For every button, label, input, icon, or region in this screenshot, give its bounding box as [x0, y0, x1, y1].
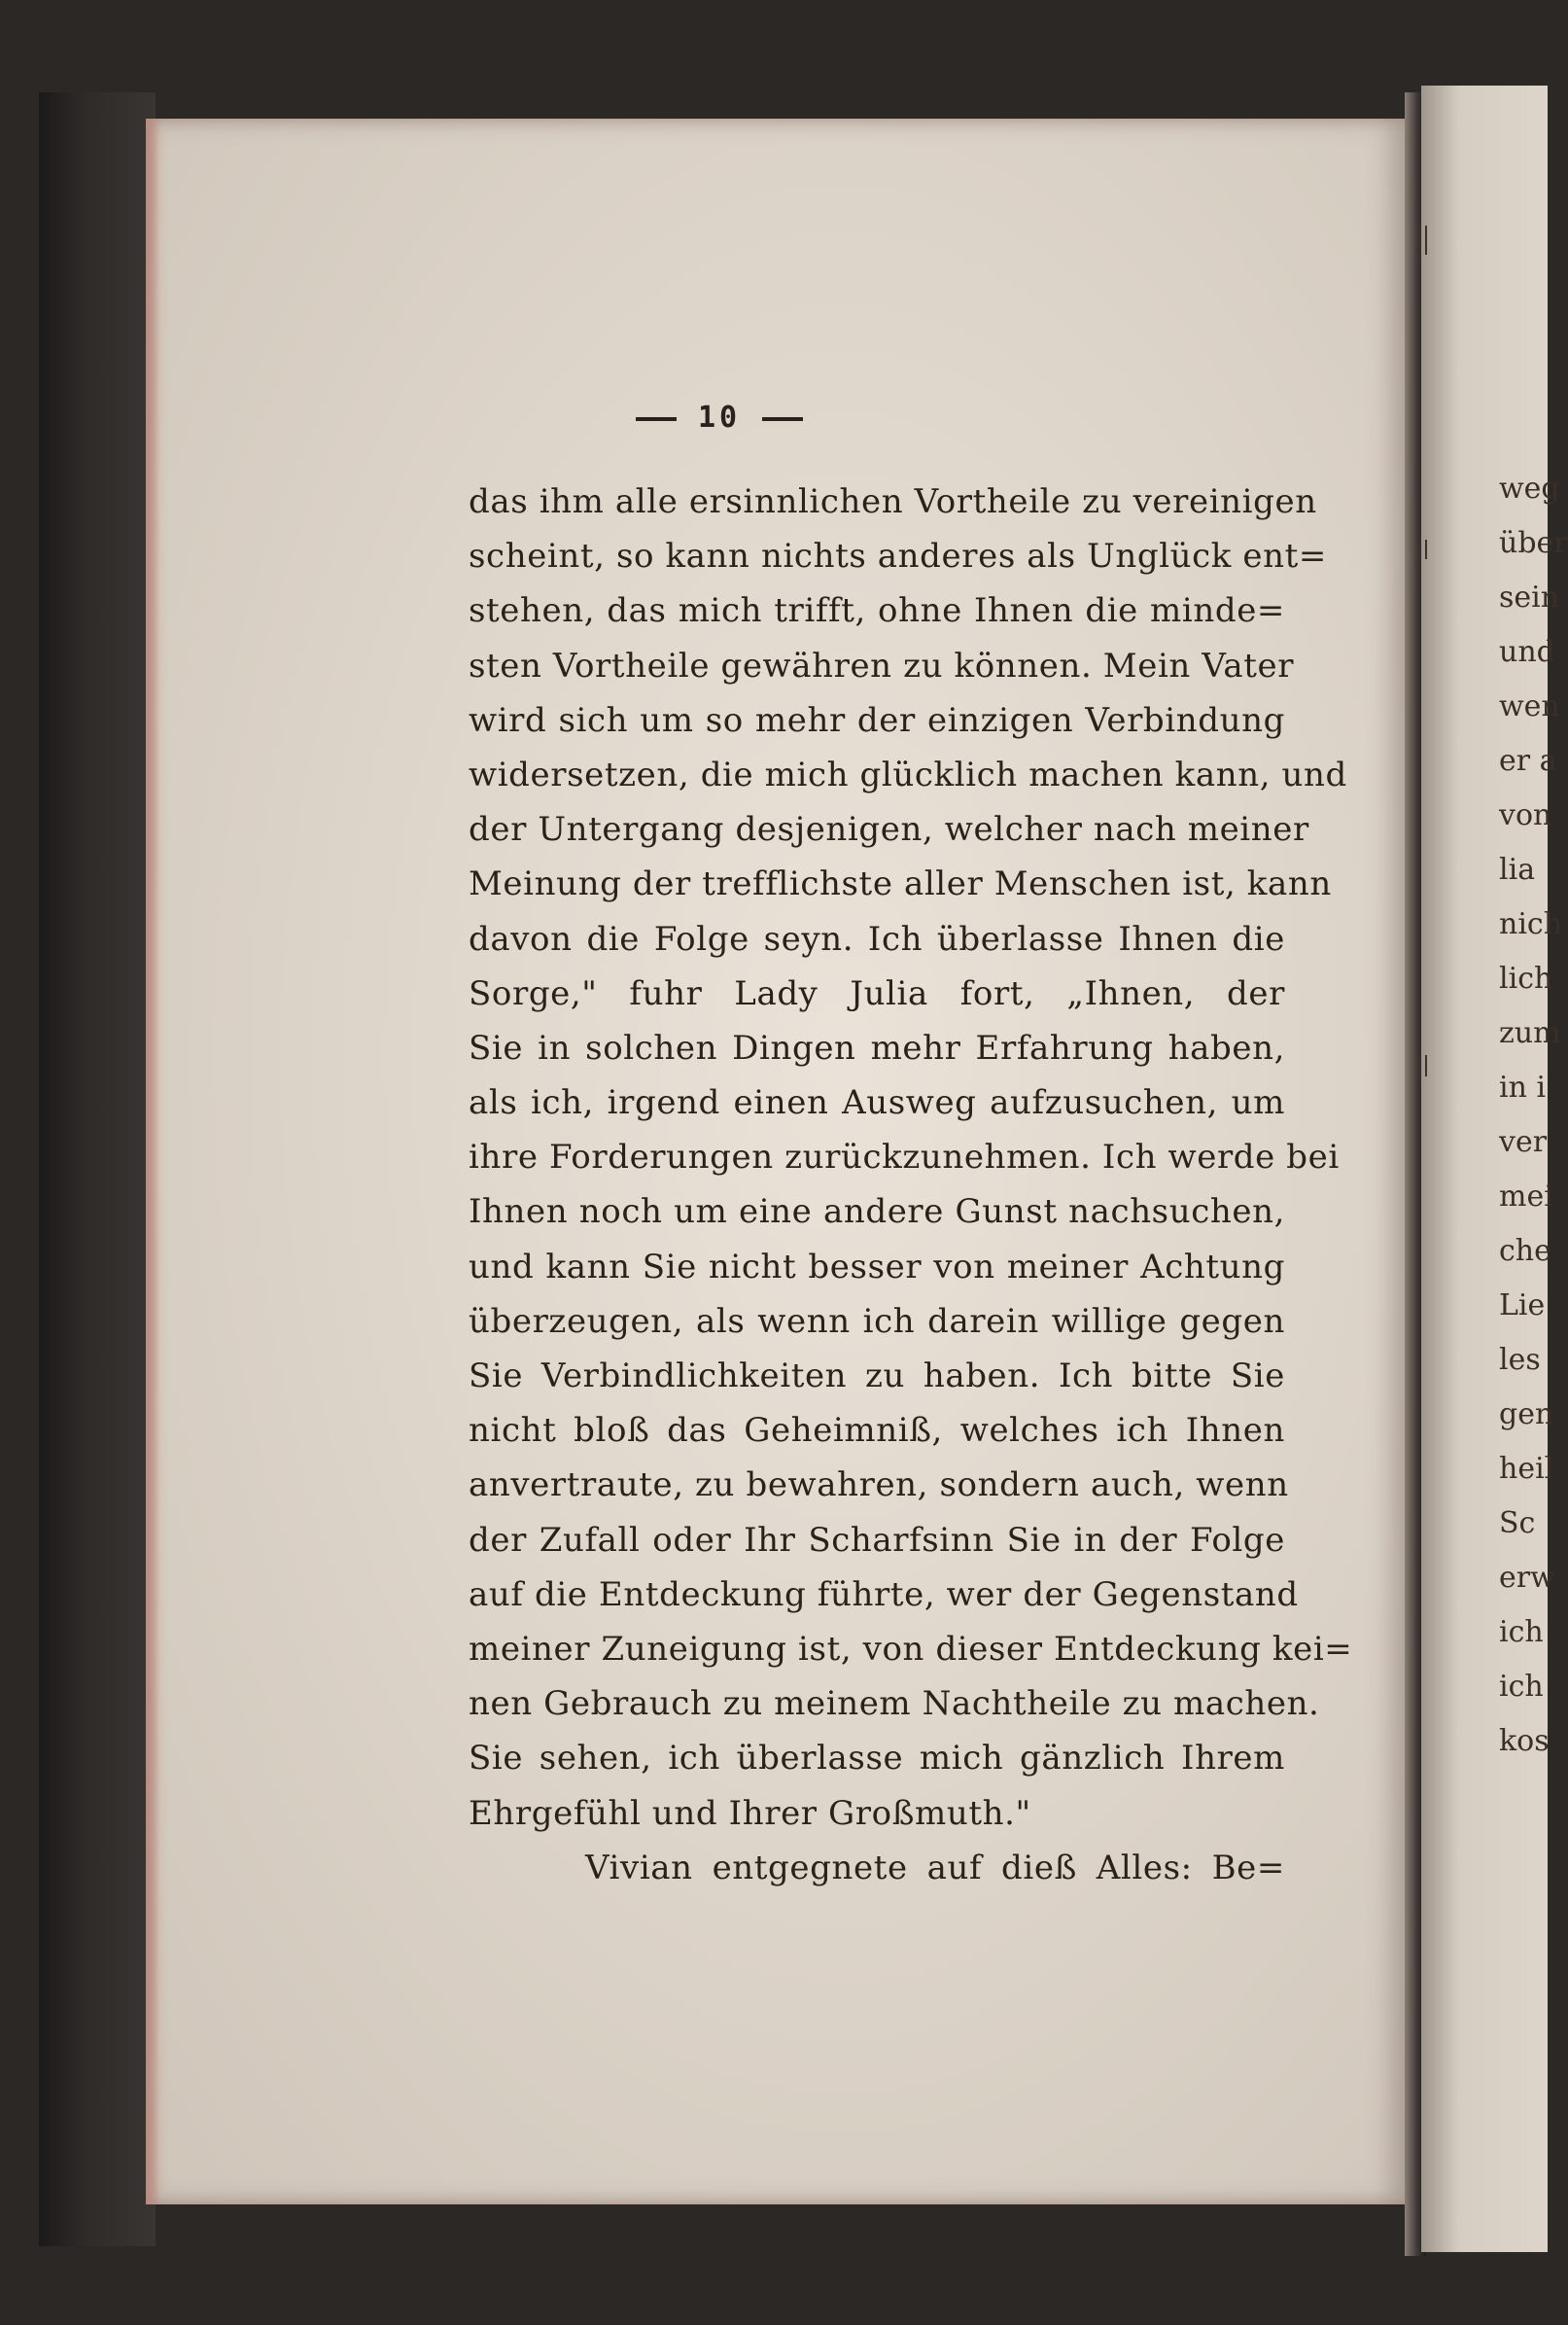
text-line: ihre Forderungen zurückzunehmen. Ich werde bei	[469, 1138, 1340, 1178]
text-line: Ihnen noch um eine andere Gunst nachsuchen,	[469, 1192, 1285, 1232]
facing-fragment: erw	[1499, 1561, 1555, 1595]
page-number: 10	[697, 401, 742, 435]
page-edge-mark	[1425, 540, 1427, 559]
facing-fragment: Sc	[1499, 1506, 1536, 1540]
page-body-text	[469, 475, 1353, 1895]
facing-fragment: nich	[1499, 907, 1563, 941]
text-line: Sie sehen, ich überlasse mich gänzlich Ihrem	[469, 1739, 1285, 1779]
text-line: der Untergang desjenigen, welcher nach meiner	[469, 810, 1309, 850]
text-line: und kann Sie nicht besser von meiner Achtung	[469, 1247, 1285, 1286]
text-line: Sorge," fuhr Lady Julia fort, „Ihnen, der	[469, 973, 1285, 1013]
text-line: Sie Verbindlichkeiten zu haben. Ich bitte Sie	[469, 1356, 1285, 1395]
facing-fragment: weg	[1499, 472, 1560, 506]
facing-fragment: che	[1499, 1234, 1551, 1268]
facing-fragment: er a	[1499, 744, 1557, 778]
text-line: sten Vortheile gewähren zu können. Mein Vater	[469, 646, 1295, 686]
text-line: Sie in solchen Dingen mehr Erfahrung haben,	[469, 1028, 1285, 1068]
text-line: als ich, irgend einen Ausweg aufzusuchen, um	[469, 1083, 1285, 1123]
facing-fragment: kos	[1499, 1724, 1550, 1758]
text-line: auf die Entdeckung führte, wer der Gegenstand	[469, 1574, 1299, 1614]
facing-fragment: les	[1499, 1343, 1541, 1377]
text-line: stehen, das mich trifft, ohne Ihnen die minde=	[469, 591, 1285, 631]
text-line: Ehrgefühl und Ihrer Großmuth."	[469, 1793, 1031, 1833]
facing-fragment: heil	[1499, 1452, 1554, 1486]
text-line: das ihm alle ersinnlichen Vortheile zu vereinigen	[469, 482, 1317, 521]
text-line: Meinung der trefflichste aller Menschen ist, kann	[469, 864, 1332, 904]
facing-page	[1421, 86, 1568, 2252]
facing-fragment: mei	[1499, 1180, 1553, 1214]
facing-fragment: über	[1499, 526, 1568, 560]
header-dash-right	[762, 417, 803, 421]
page-header	[0, 401, 1439, 435]
facing-fragment: ich	[1499, 1670, 1544, 1704]
text-line: scheint, so kann nichts anderes als Unglück ent=	[469, 537, 1327, 577]
facing-fragment: und	[1499, 635, 1555, 669]
facing-fragment: von	[1499, 798, 1552, 832]
text-line: widersetzen, die mich glücklich machen kann, und	[469, 755, 1347, 794]
text-line: nen Gebrauch zu meinem Nachtheile zu machen.	[469, 1684, 1320, 1724]
facing-fragment: ver	[1499, 1125, 1548, 1159]
facing-fragment: sein	[1499, 581, 1560, 615]
facing-fragment: gen	[1499, 1397, 1554, 1431]
facing-fragment: Lie	[1499, 1288, 1546, 1322]
header-dash-left	[636, 417, 677, 421]
text-line: davon die Folge seyn. Ich überlasse Ihnen die	[469, 919, 1285, 959]
facing-fragment: ich	[1499, 1615, 1544, 1649]
text-line: wird sich um so mehr der einzigen Verbindung	[469, 700, 1285, 740]
text-line: Vivian entgegnete auf dieß Alles: Be=	[585, 1848, 1285, 1887]
text-line: nicht bloß das Geheimniß, welches ich Ihnen	[469, 1411, 1285, 1451]
text-line: überzeugen, als wenn ich darein willige gegen	[469, 1301, 1285, 1341]
text-line: der Zufall oder Ihr Scharfsinn Sie in der Folge	[469, 1520, 1285, 1560]
text-line: meiner Zuneigung ist, von dieser Entdeckung kei=	[469, 1629, 1353, 1669]
page-edge-mark	[1425, 1055, 1427, 1076]
facing-fragment: lia	[1499, 853, 1536, 887]
facing-fragment: wen	[1499, 689, 1560, 723]
facing-fragment: zum	[1499, 1016, 1561, 1050]
page-edge-mark	[1425, 226, 1427, 255]
facing-fragment: in i	[1499, 1071, 1547, 1105]
facing-fragment: lich	[1499, 962, 1553, 996]
text-line: anvertraute, zu bewahren, sondern auch, wenn	[469, 1465, 1289, 1505]
